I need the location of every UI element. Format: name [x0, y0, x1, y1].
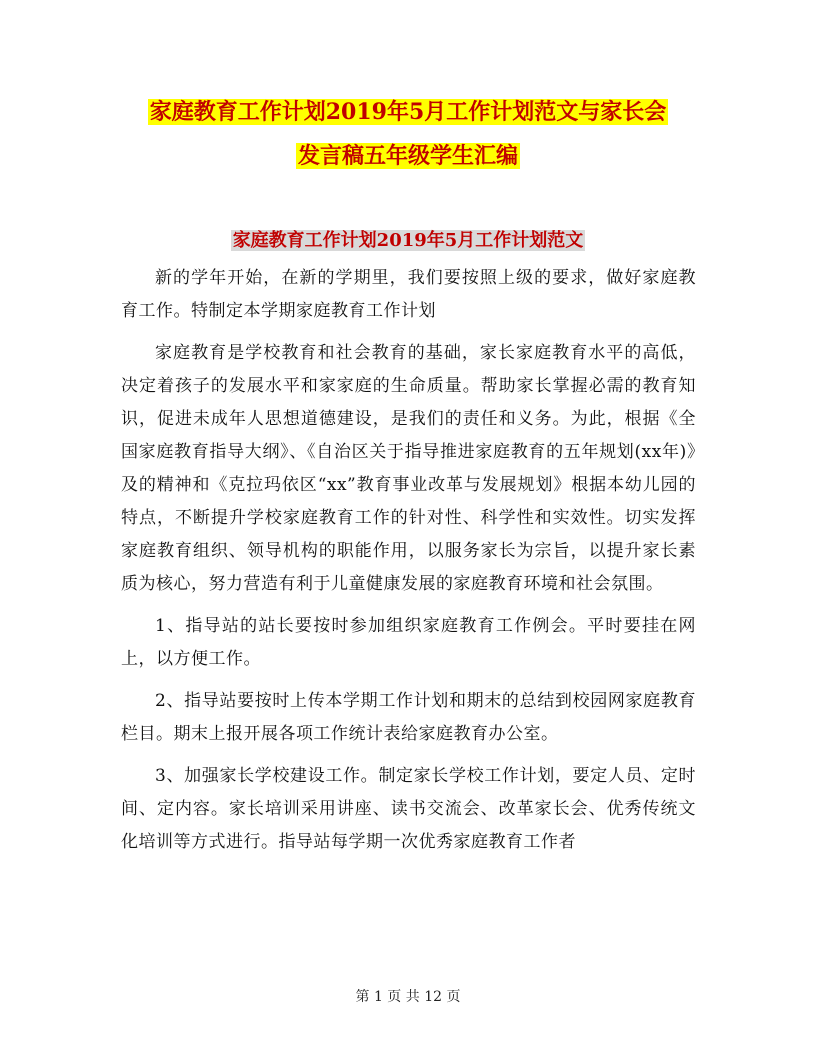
paragraph-background: 家庭教育是学校教育和社会教育的基础，家长家庭教育水平的高低，决定着孩子的发展水平和家家庭的生命质量。帮助家长掌握必需的教育知识，促进未成年人思想道德建设，是我们的责任和义务。为此，根据《全国家庭教育指导大纲》、《自治区关于指导推进家庭教育的五年规划(xx年)》及的精神和《克拉玛依区“xx”教育事业改革与发展规划》根据本幼儿园的特点，不断提升学校家庭教育工作的针对性、科学性和实效性。切实发挥家庭教育组织、领导机构的职能作用，以服务家长为宗旨，以提升家长素质为核心，努力营造有利于儿童健康发展的家庭教育环境和社会氛围。: [121, 343, 696, 594]
paragraph-item-1: 1、指导站的站长要按时参加组织家庭教育工作例会。平时要挂在网上，以方便工作。: [121, 616, 696, 669]
title-line-2: 发言稿五年级学生汇编: [297, 143, 518, 169]
title-line-1: 家庭教育工作计划2019年5月工作计划范文与家长会: [149, 99, 667, 125]
paragraph-item-3: 3、加强家长学校建设工作。制定家长学校工作计划，要定人员、定时间、定内容。家长培训采用讲座、读书交流会、改革家长会、优秀传统文化培训等方式进行。指导站每学期一次优秀家庭教育工作者: [121, 766, 696, 852]
page-footer: 第 1 页 共 12 页: [355, 989, 461, 1005]
paragraph-item-2: 2、指导站要按时上传本学期工作计划和期末的总结到校园网家庭教育栏目。期末上报开展各项工作统计表给家庭教育办公室。: [121, 691, 696, 744]
section-heading-container: [0, 228, 816, 254]
body-text: [121, 262, 696, 868]
section-heading: 家庭教育工作计划2019年5月工作计划范文: [232, 230, 584, 251]
document-title: [0, 92, 816, 180]
paragraph-intro: 新的学年开始，在新的学期里，我们要按照上级的要求，做好家庭教育工作。特制定本学期家庭教育工作计划: [121, 268, 696, 321]
